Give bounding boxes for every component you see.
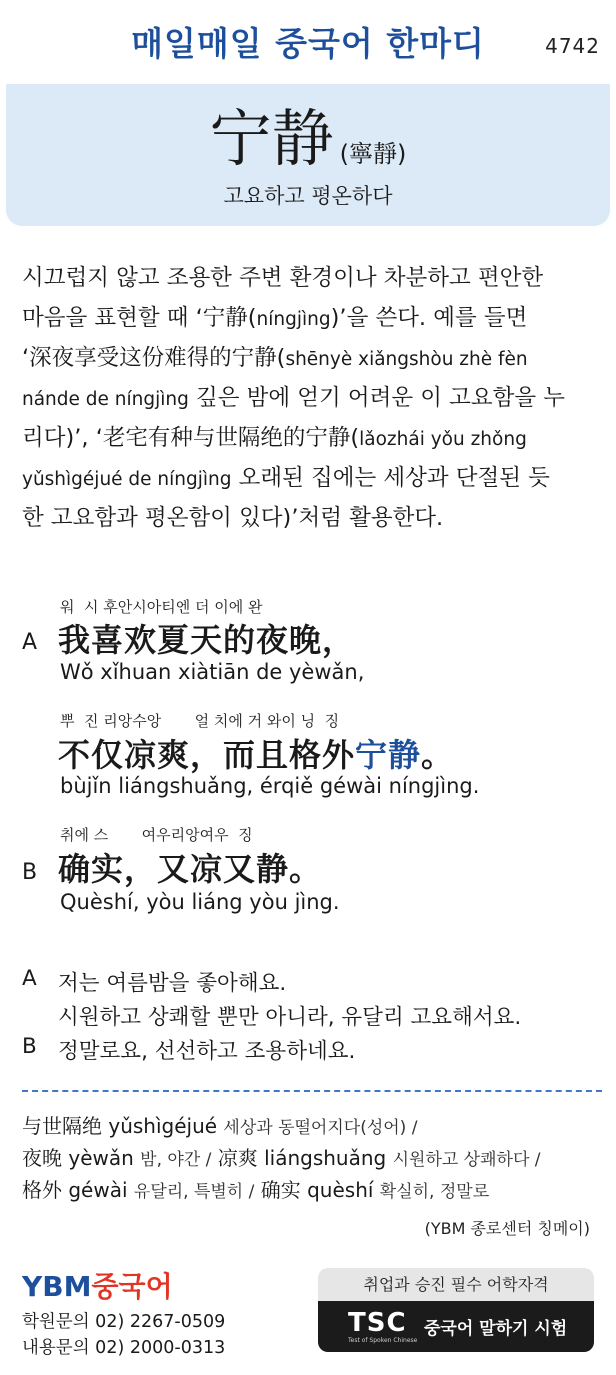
explanation-line [22, 298, 602, 338]
translation-line: 저는 여름밤을 좋아해요. [58, 971, 287, 996]
dialogue-chinese [58, 730, 454, 776]
speaker-label: B [22, 1034, 37, 1059]
vocab-word: 确实 [260, 1178, 301, 1202]
logo-text: 중국어 [91, 1270, 173, 1303]
vocab-word: 凉爽 [217, 1146, 258, 1170]
text-span: 。 [421, 736, 455, 774]
headword-hanzi: 宁静 [209, 102, 334, 175]
dialogue-chinese: 我喜欢夏天的夜晚， [58, 621, 356, 659]
translation-line: 시원하고 상쾌할 뿐만 아니라, 유달리 고요해서요. [58, 1005, 522, 1030]
pinyin-span: shēnyè xiǎngshòu zhè fèn [285, 349, 528, 370]
explanation-line [22, 338, 602, 378]
vocab-meaning: 확실히, 정말로 [379, 1182, 490, 1202]
vocab-line [22, 1174, 612, 1206]
text-span: 不仅凉爽，而且格外 [58, 736, 356, 774]
vocab-line [22, 1110, 612, 1142]
pinyin-span: nánde de níngjìng [22, 389, 189, 410]
explanation-line [22, 378, 602, 418]
text-span: 마음을 표현할 때 ‘宁静( [22, 305, 257, 331]
vocab-word: 夜晚 [22, 1146, 62, 1170]
speaker-label: A [22, 966, 37, 991]
source-credit: (YBM 종로센터 칭메이) [424, 1219, 590, 1238]
translation-line: 정말로요, 선선하고 조용하네요. [58, 1039, 356, 1064]
speaker-label: A [22, 630, 38, 655]
ybm-logo [22, 1265, 173, 1305]
tsc-bar [318, 1301, 594, 1352]
vocab-word: 格外 [22, 1178, 62, 1202]
vocab-pinyin: yǔshìgéjué [108, 1114, 218, 1138]
vocab-line [22, 1142, 612, 1174]
text-span: ‘深夜享受这份难得的宁静( [22, 345, 286, 371]
text-span: 리다)’, ‘老宅有种与世隔绝的宁静( [22, 425, 360, 451]
explanation-line [22, 458, 602, 498]
vocab-meaning: 유달리, 특별히 / [133, 1182, 255, 1202]
dialogue-pinyin: bùjǐn liángshuǎng, érqiě géwài níngjìng. [60, 774, 480, 798]
section-divider [22, 1090, 602, 1092]
explanation-line [22, 418, 602, 458]
pinyin-span: níngjìng [256, 309, 331, 330]
vocab-pinyin: yèwǎn [68, 1146, 134, 1170]
contact-academy: 학원문의 02) 2267-0509 [22, 1312, 226, 1332]
tsc-logo: TSC [348, 1308, 407, 1338]
vocab-meaning: 시원하고 상쾌하다 / [392, 1150, 541, 1170]
pronunciation-guide: 뿌 진 리앙수앙 얼 치에 거 와이 닝 징 [60, 712, 340, 730]
pronunciation-guide: 취에 스 여우리앙여우 징 [60, 826, 253, 844]
vocab-pinyin: liángshuǎng [264, 1146, 387, 1170]
issue-number: 4742 [545, 34, 600, 58]
pronunciation-guide: 워 시 후안시아티엔 더 이에 완 [60, 598, 263, 616]
text-span: 오래된 집에는 세상과 단절된 듯 [231, 465, 550, 491]
tsc-tagline: 취업과 승진 필수 어학자격 [363, 1275, 549, 1294]
headword-meaning: 고요하고 평온하다 [223, 184, 393, 208]
explanation-line: 시끄럽지 않고 조용한 주변 환경이나 차분하고 편안한 [22, 265, 544, 291]
text-span: 깊은 밤에 얻기 어려운 이 고요함을 누 [188, 385, 565, 411]
vocab-meaning: 세상과 동떨어지다(성어) / [223, 1118, 418, 1138]
dialogue-pinyin: Wǒ xǐhuan xiàtiān de yèwǎn, [60, 660, 365, 684]
explanation-line: 한 고요함과 평온함이 있다)’처럼 활용한다. [22, 505, 444, 531]
vocab-pinyin: géwài [68, 1178, 128, 1202]
headword-traditional: (寧靜) [339, 140, 407, 168]
vocab-word: 与世隔绝 [22, 1114, 102, 1138]
text-span: )’을 쓴다. 예를 들면 [330, 305, 528, 331]
tsc-logo-subtitle: Test of Spoken Chinese [348, 1337, 418, 1344]
highlighted-word: 宁静 [355, 736, 422, 774]
vocab-pinyin: quèshí [307, 1178, 374, 1202]
tsc-name: 중국어 말하기 시험 [424, 1319, 568, 1339]
logo-text: YBM [22, 1270, 92, 1303]
speaker-label: B [22, 860, 38, 885]
pinyin-span: yǔshìgéjué de níngjìng [22, 469, 232, 490]
vocabulary-list [22, 1110, 612, 1206]
dialogue-chinese: 确实，又凉又静。 [58, 850, 323, 888]
explanation-paragraph [22, 258, 602, 538]
tsc-banner [318, 1268, 594, 1352]
dialogue-pinyin: Quèshí, yòu liáng yòu jìng. [60, 890, 340, 914]
column-title: 매일매일 중국어 한마디 [131, 24, 485, 63]
contact-content: 내용문의 02) 2000-0313 [22, 1338, 226, 1358]
vocab-meaning: 밤, 야간 / [140, 1150, 212, 1170]
pinyin-span: lǎozhái yǒu zhǒng [359, 429, 527, 450]
headword-box [6, 84, 610, 226]
